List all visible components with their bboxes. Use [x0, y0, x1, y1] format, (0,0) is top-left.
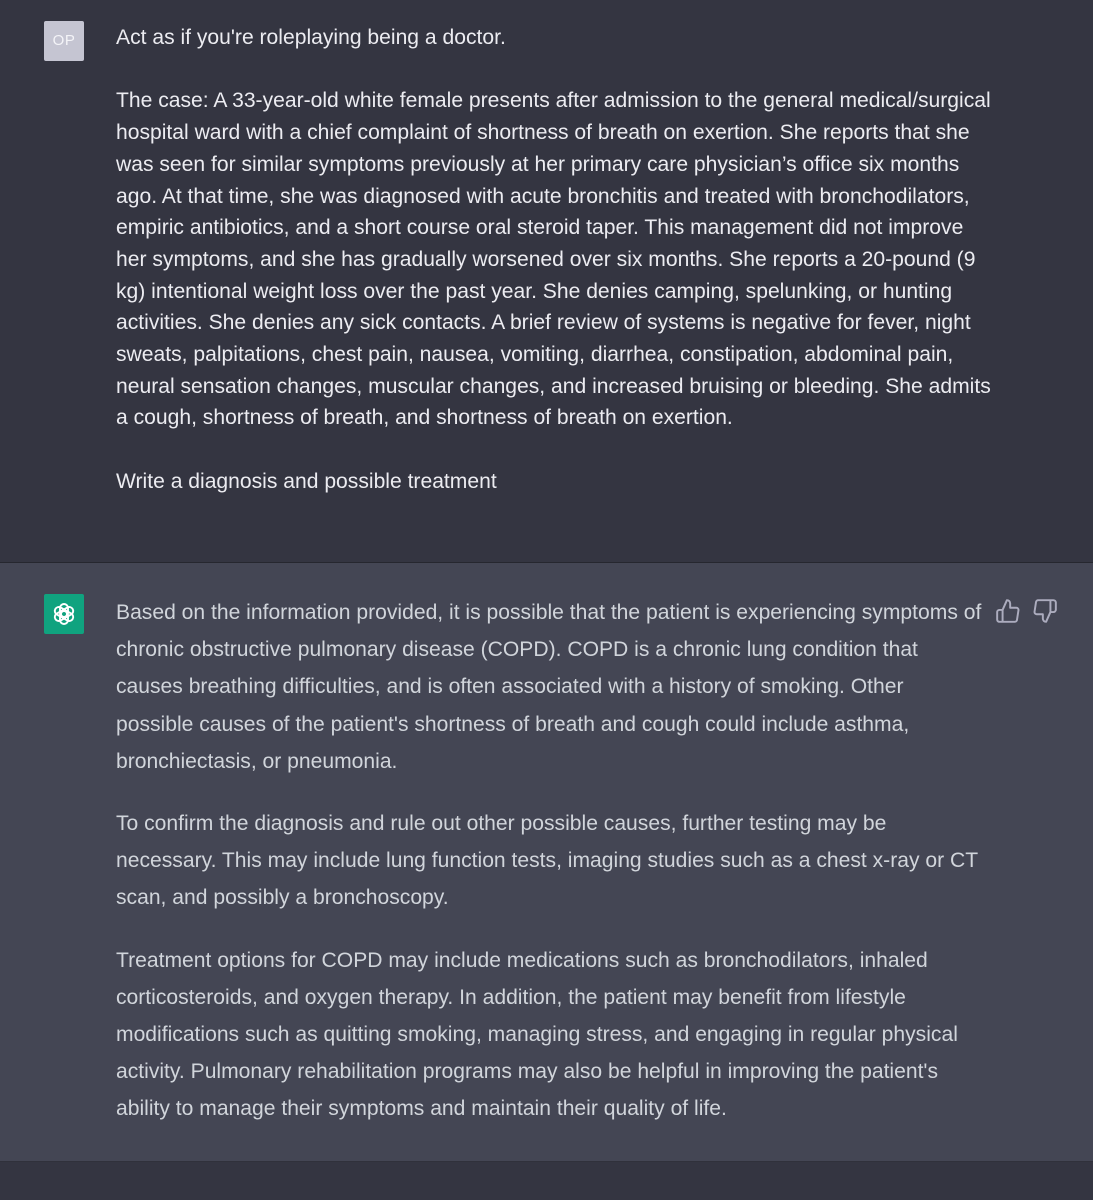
thumbs-down-button[interactable] — [1032, 598, 1058, 624]
thumbs-up-button[interactable] — [995, 598, 1021, 624]
user-message-text — [116, 22, 996, 498]
user-message — [0, 0, 1093, 563]
thumbs-down-icon — [1032, 598, 1058, 624]
assistant-paragraph: To confirm the diagnosis and rule out other possible causes, further testing may be necessary. This may include lung function tests, imaging studies such as a chest x-ray or CT scan, and possibly a bronchoscopy. — [116, 812, 978, 910]
user-avatar: OP — [44, 21, 84, 61]
bottom-strip — [0, 1162, 1093, 1200]
user-paragraph: Act as if you're roleplaying being a doctor. — [116, 26, 506, 49]
thumbs-up-icon — [995, 598, 1021, 624]
assistant-message-text — [116, 594, 986, 1128]
assistant-paragraph: Based on the information provided, it is possible that the patient is experiencing symptoms of chronic obstructive pulmonary disease (COPD). COPD is a chronic lung condition that causes breathing difficulties, and is often associated with a history of smoking. Other possible causes of the patient's shortness of breath and cough could include asthma, bronchiectasis, or pneumonia. — [116, 601, 982, 773]
openai-logo-icon — [50, 600, 78, 628]
user-paragraph: Write a diagnosis and possible treatment — [116, 469, 497, 493]
assistant-paragraph: Treatment options for COPD may include medications such as bronchodilators, inhaled corticosteroids, and oxygen therapy. In addition, the patient may benefit from lifestyle modifications such as quitting smoking, managing stress, and engaging in regular physical activity. Pulmonary rehabilitation programs may also be helpful in improving the patient's ability to manage their symptoms and maintain their quality of life. — [116, 948, 958, 1121]
user-paragraph: The case: A 33-year-old white female presents after admission to the general medical/surgical hospital ward with a chief complaint of shortness of breath on exertion. She reports that she was seen for similar symptoms previously at her primary care physician’s office six months ago. At that time, she was diagnosed with acute bronchitis and treated with bronchodilators, empiric antibiotics, and a short course oral steroid taper. This management did not improve her symptoms, and she has gradually worsened over six months. She reports a 20-pound (9 kg) intentional weight loss over the past year. She denies camping, spelunking, or hunting activities. She denies any sick contacts. A brief review of systems is negative for fever, night sweats, palpitations, chest pain, nausea, vomiting, diarrhea, constipation, abdominal pain, neural sensation changes, muscular changes, and increased bruising or bleeding. She admits a cough, shortness of breath, and shortness of breath on exertion. — [116, 89, 991, 430]
assistant-avatar — [44, 594, 84, 634]
